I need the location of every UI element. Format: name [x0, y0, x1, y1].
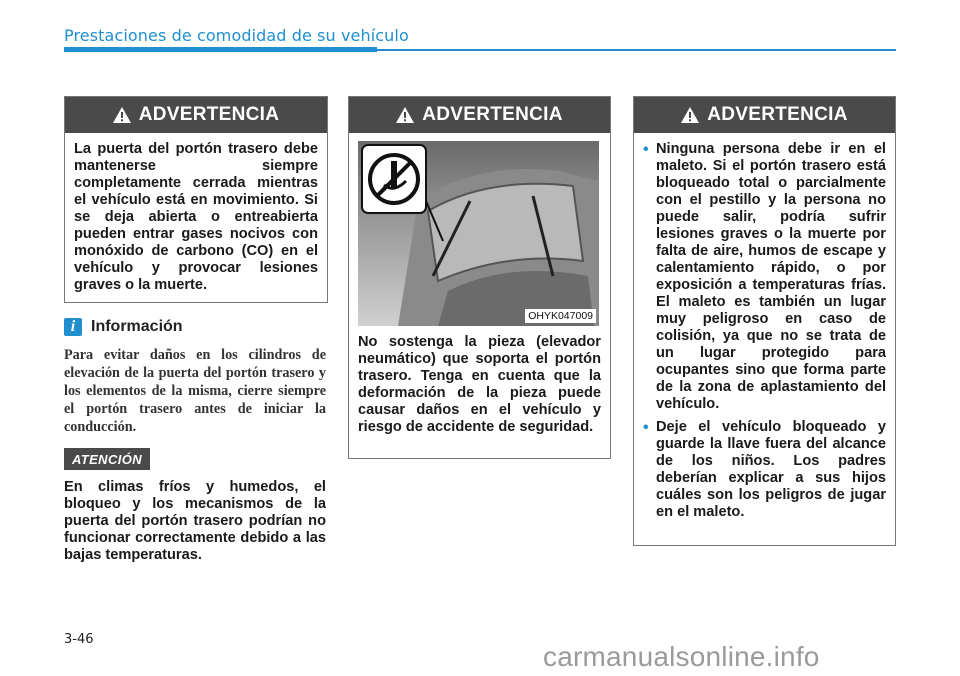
info-text: Para evitar daños en los cilindros de elevación de la puerta del portón trasero y los elementos de la misma, cierre siempre el portón trasero antes de iniciar la conducción. [64, 347, 326, 435]
warning-text: No sostenga la pieza (elevador neumático) que soporta el portón trasero. Tenga en cuenta que la deformación de la pieza puede causar daños en el vehículo y riesgo de accidente de seguridad. [358, 334, 601, 435]
tailgate-photo-icon [358, 141, 599, 326]
warning-triangle-icon [681, 107, 699, 123]
warning-header [65, 97, 327, 133]
warning-box-cargo-area [633, 96, 896, 546]
info-title: Información [91, 318, 183, 335]
warning-heading: ADVERTENCIA [707, 104, 848, 125]
header-rule-thick [64, 47, 377, 52]
warning-text: La puerta del portón trasero debe mantenerse siempre completamente cerrada mientras el vehículo está en movimiento. Si se deja abierta o entreabierta pueden entrar gases nocivos con monóxido de carbono (CO) en el vehículo y provocar lesiones graves o la muerte. [74, 141, 318, 293]
watermark: carmanualsonline.info [543, 641, 820, 672]
tailgate-illustration [358, 141, 599, 326]
list-item: • Ninguna persona debe ir en el maleto. Si el portón trasero está bloqueado total o parcialmente con el pestillo y la persona no puede salir, podría sufrir lesiones graves o la muerte por falta de aire, humos de escape y calentamiento rápido, o por exposición a temperaturas frías. El maleto es también un lugar muy peligroso en caso de colisión, ya que no se trata de un lugar protegido para ocupantes sino que forma parte de la zona de aplastamiento del vehículo. [643, 141, 886, 413]
page-header-title: Prestaciones de comodidad de su vehículo [64, 26, 409, 45]
warning-list [643, 141, 886, 521]
atencion-badge: ATENCIÓN [64, 448, 150, 470]
figure-code: OHYK047009 [525, 309, 596, 323]
list-item: • Deje el vehículo bloqueado y guarde la llave fuera del alcance de los niños. Los padres deberían explicar a sus hijos cuáles son los peligros de jugar en el maleto. [643, 419, 886, 521]
warning-box-gas-lifter [348, 96, 611, 459]
atencion-text: En climas fríos y humedos, el bloqueo y los mecanismos de la puerta del portón trasero podrían no funcionar correctamente debido a las bajas temperaturas. [64, 479, 326, 563]
page-number: 3-46 [64, 632, 94, 647]
header-rule-thin [377, 49, 896, 51]
warning-box-tailgate-closed [64, 96, 328, 303]
warning-heading: ADVERTENCIA [138, 104, 280, 125]
info-heading-row [64, 318, 183, 336]
warning-triangle-icon [396, 107, 414, 123]
warning-list-container [634, 133, 895, 535]
warning-triangle-icon [113, 107, 131, 123]
warning-header [634, 97, 895, 133]
info-icon: i [64, 318, 82, 336]
warning-heading: ADVERTENCIA [422, 104, 563, 125]
warning-header [349, 97, 610, 133]
